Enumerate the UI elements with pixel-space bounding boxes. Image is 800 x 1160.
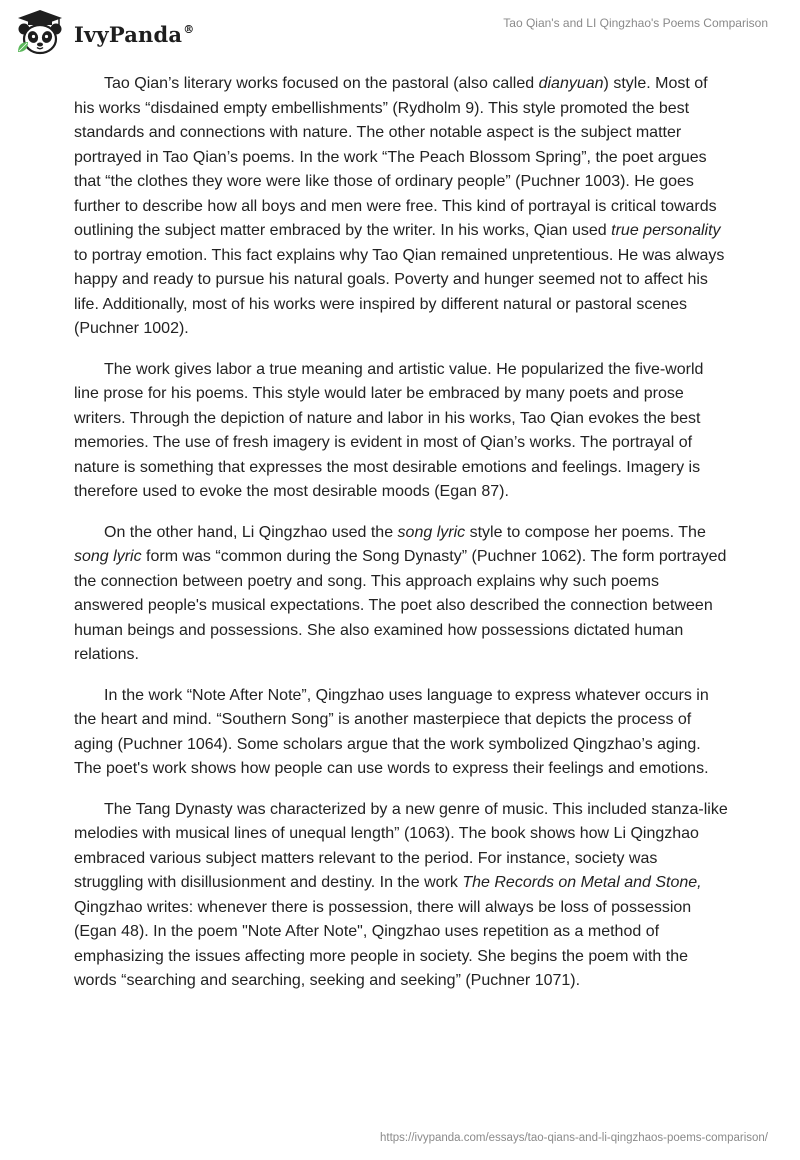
text-run: form was “common during the Song Dynasty” (Puchner 1062). The form portrayed the connection between poetry and song. This approach explains why such poems answered people's musical expectations. The poet also described the connection between human beings and possessions. She also examined how possessions dictated human relations. (74, 548, 727, 663)
ivypanda-logo[interactable] (14, 8, 194, 60)
italic-phrase: dianyuan (538, 75, 604, 92)
essay-paragraph (74, 72, 728, 342)
page-header (0, 0, 800, 70)
text-run: ) style. Most of his works “disdained empty embellishments” (Rydholm 9). This style promoted the best standards and connections with nature. The other notable aspect is the subject matter portrayed in Tao Qian’s poems. In the work “The Peach Blossom Spring”, the poet argues that “the clothes they wore were like those of ordinary people” (Puchner 1003). He goes further to describe how all boys and men were free. This kind of portrayal is critical towards outlining the subject matter embraced by the writer. In his works, Qian used (74, 75, 717, 239)
essay-paragraph (74, 684, 728, 782)
italic-phrase: The Records on Metal and Stone, (462, 874, 702, 891)
text-run: On the other hand, Li Qingzhao used the (104, 523, 398, 541)
essay-paragraph (74, 521, 728, 668)
text-run: Tao Qian’s literary works focused on the pastoral (also called (104, 75, 539, 92)
logo-text: IvyPanda® (74, 21, 195, 47)
text-run: In the work “Note After Note”, Qingzhao uses language to express whatever occurs in the heart and mind. “Southern Song” is another masterpiece that depicts the process of aging (Puchner 1064). Some scholars argue that the work symbolized Qingzhao’s aging. The poet's work shows how people can use words to express their feelings and emotions. (74, 686, 709, 777)
text-run: style to compose her poems. The (465, 523, 706, 541)
essay-paragraph (74, 798, 728, 994)
essay-paragraph (74, 358, 728, 505)
text-run: The work gives labor a true meaning and artistic value. He popularized the five-world line prose for his poems. This style would later be embraced by many poets and prose writers. Through the depiction of nature and labor in his works, Tao Qian evokes the best memories. The use of fresh imagery is evident in most of Qian’s works. The portrayal of nature is something that expresses the most desirable emotions and feelings. Imagery is therefore used to evoke the most desirable moods (Egan 87). (74, 360, 704, 500)
source-url[interactable]: https://ivypanda.com/essays/tao-qians-and-li-qingzhaos-poems-comparison/ (380, 1132, 768, 1144)
document-title: Tao Qian's and LI Qingzhao's Poems Comparison (503, 16, 768, 30)
panda-graduate-icon (14, 8, 66, 60)
text-run: to portray emotion. This fact explains why Tao Qian remained unpretentious. He was always happy and ready to pursue his natural goals. Poverty and hunger seemed not to affect his life. Additionally, most of his works were inspired by different natural or pastoral scenes (Puchner 1002). (74, 246, 725, 337)
essay-body (74, 72, 728, 1010)
italic-phrase: song lyric (74, 548, 142, 565)
text-run: The Tang Dynasty was characterized by a new genre of music. This included stanza-like melodies with musical lines of unequal length” (1063). The book shows how Li Qingzhao embraced various subject matters relevant to the period. For instance, society was struggling with disillusionment and destiny. In the work (74, 800, 728, 891)
italic-phrase: song lyric (397, 523, 466, 541)
italic-phrase: true personality (611, 222, 721, 239)
text-run: Qingzhao writes: whenever there is possession, there will always be loss of possession (Egan 48). In the poem "Note After Note", Qingzhao uses repetition as a method of emphasizing the issues affecting more people in society. She begins the poem with the words “searching and searching, seeking and seeking” (Puchner 1071). (74, 898, 692, 989)
